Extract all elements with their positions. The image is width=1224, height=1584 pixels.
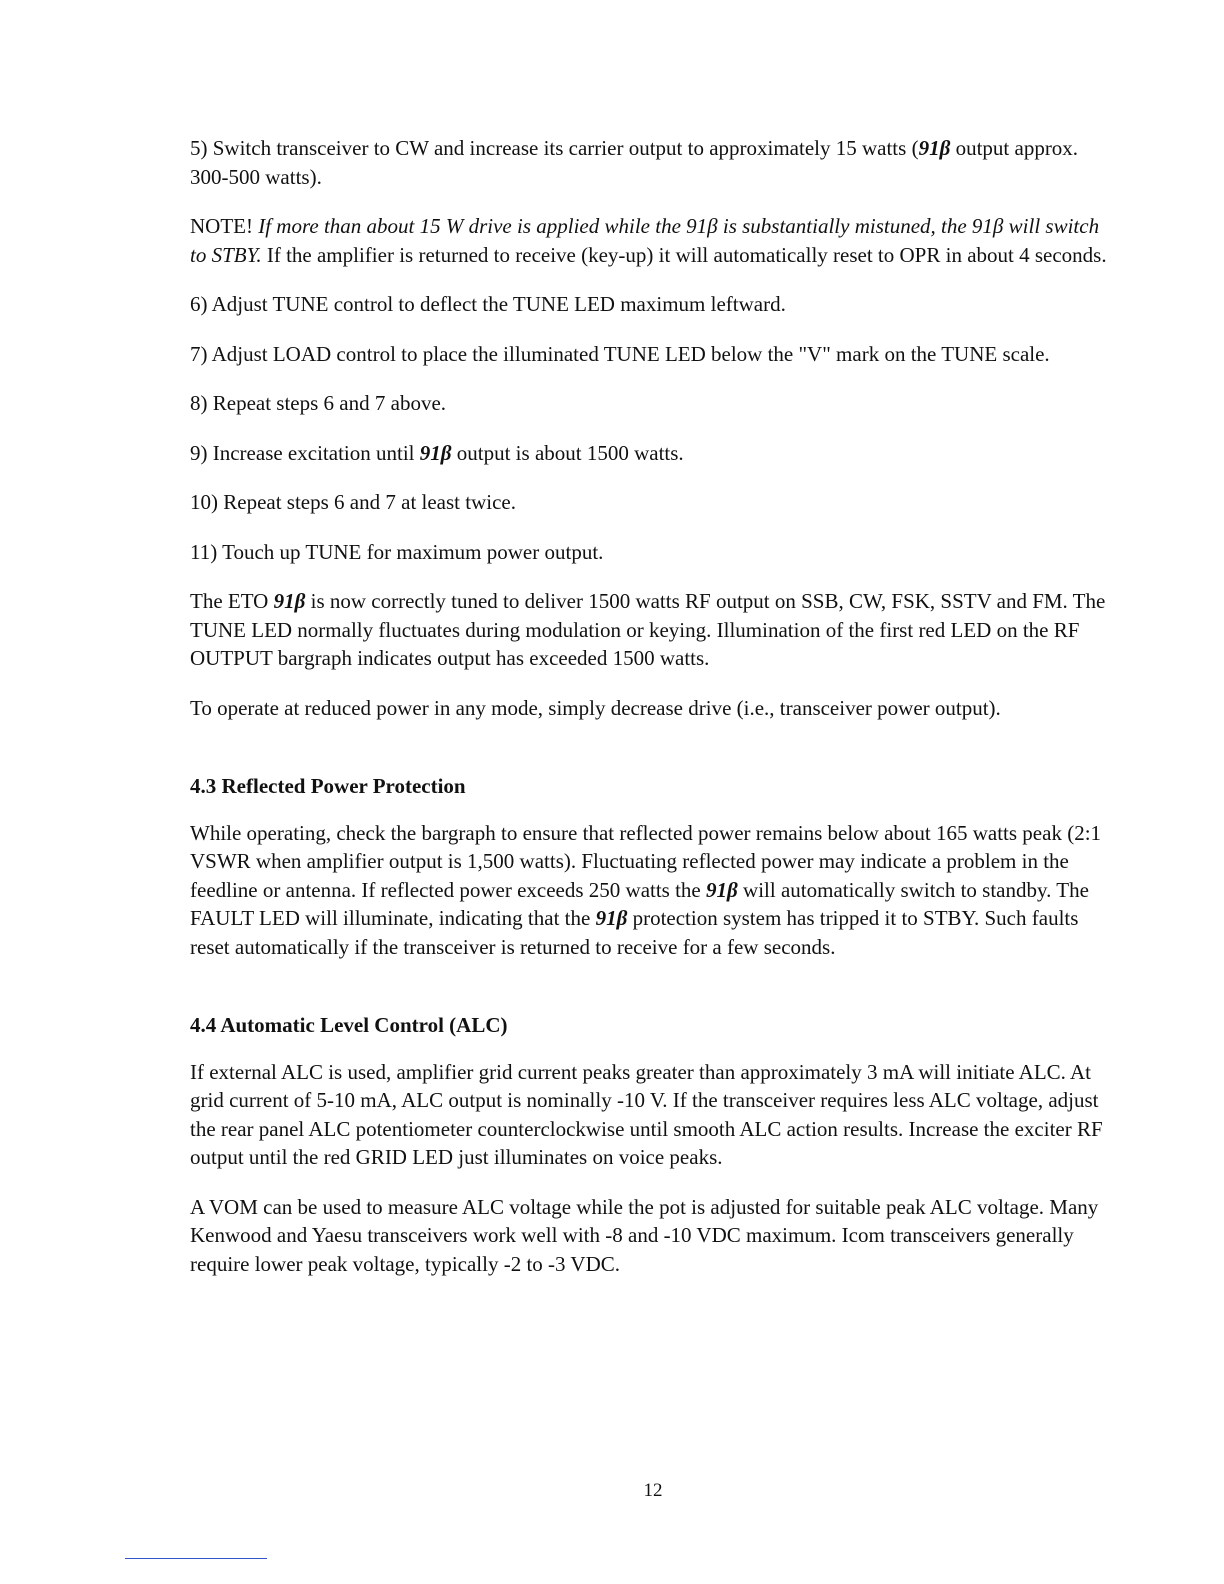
page-number: 12 [643, 1480, 663, 1501]
footnote-rule [125, 1558, 267, 1559]
reflected-text-c: protection system has tripped it to STBY. Such faults reset automatically if the transceiver is returned to receive for a few seconds. [190, 906, 1079, 959]
section-4-3-heading: 4.3 Reflected Power Protection [190, 774, 466, 798]
note-warning: If more than about 15 W drive is applied while the 91β is substantially mistuned, the 91β will switch to STBY. [190, 214, 1100, 267]
step-5-text-end: output approx. 300-500 watts). [190, 136, 1079, 189]
step-5-paragraph [190, 134, 1120, 191]
step-11-paragraph: 11) Touch up TUNE for maximum power output. [190, 539, 604, 564]
note-paragraph [190, 212, 1120, 269]
document-page [190, 134, 1120, 1299]
tuned-paragraph [190, 587, 1120, 673]
step-9-text-end: output is about 1500 watts. [451, 440, 684, 465]
model-name: 91β [273, 589, 306, 613]
step-5-text: 5) Switch transceiver to CW and increase its carrier output to approximately 15 watts ( [190, 136, 919, 160]
step-9-paragraph [190, 439, 1120, 468]
tuned-text: The ETO [190, 589, 274, 613]
step-6-paragraph: 6) Adjust TUNE control to deflect the TUNE LED maximum leftward. [190, 292, 786, 316]
step-10-paragraph: 10) Repeat steps 6 and 7 at least twice. [190, 490, 516, 514]
section-4-4-paragraph-2: A VOM can be used to measure ALC voltage while the pot is adjusted for suitable peak ALC voltage. Many Kenwood and Yaesu transceivers work well with -8 and -10 VDC maximum. Icom transceivers generally require lower peak voltage, typically -2 to -3 VDC. [190, 1194, 1099, 1276]
reduced-power-paragraph: To operate at reduced power in any mode, simply decrease drive (i.e., transceiver power output). [190, 695, 1001, 720]
section-4-3-body [190, 819, 1120, 962]
step-8-paragraph: 8) Repeat steps 6 and 7 above. [190, 391, 447, 415]
step-7-paragraph: 7) Adjust LOAD control to place the illuminated TUNE LED below the "V" mark on the TUNE scale. [190, 341, 1050, 366]
model-name: 91β [419, 440, 452, 465]
note-text: If the amplifier is returned to receive (key-up) it will automatically reset to OPR in about 4 seconds. [261, 242, 1107, 267]
section-4-4-heading: 4.4 Automatic Level Control (ALC) [190, 1013, 508, 1037]
model-name: 91β [918, 136, 951, 160]
note-label: NOTE! [190, 214, 259, 238]
step-9-text: 9) Increase excitation until [190, 440, 420, 465]
tuned-text-end: is now correctly tuned to deliver 1500 watts RF output on SSB, CW, FSK, SSTV and FM. The TUNE LED normally fluctuates during modulation or keying. Illumination of the first red LED on the RF OUTPUT bargraph indicates output has exceeded 1500 watts. [190, 589, 1106, 670]
reflected-text-b: will automatically switch to standby. The FAULT LED will illuminate, indicating that the [190, 877, 1089, 930]
section-4-4-paragraph-1: If external ALC is used, amplifier grid current peaks greater than approximately 3 mA will initiate ALC. At grid current of 5-10 mA, ALC output is nominally -10 V. If the transceiver requires less ALC voltage, adjust the rear panel ALC potentiometer counterclockwise until smooth ALC action results. Increase the exciter RF output until the red GRID LED just illuminates on voice peaks. [190, 1059, 1103, 1169]
reflected-text-a: While operating, check the bargraph to ensure that reflected power remains below about 165 watts peak (2:1 VSWR when amplifier output is 1,500 watts). Fluctuating reflected power may indicate a problem in the feedline or antenna. If reflected power exceeds 250 watts the [190, 820, 1102, 902]
model-name: 91β [595, 906, 628, 930]
model-name: 91β [706, 877, 738, 902]
